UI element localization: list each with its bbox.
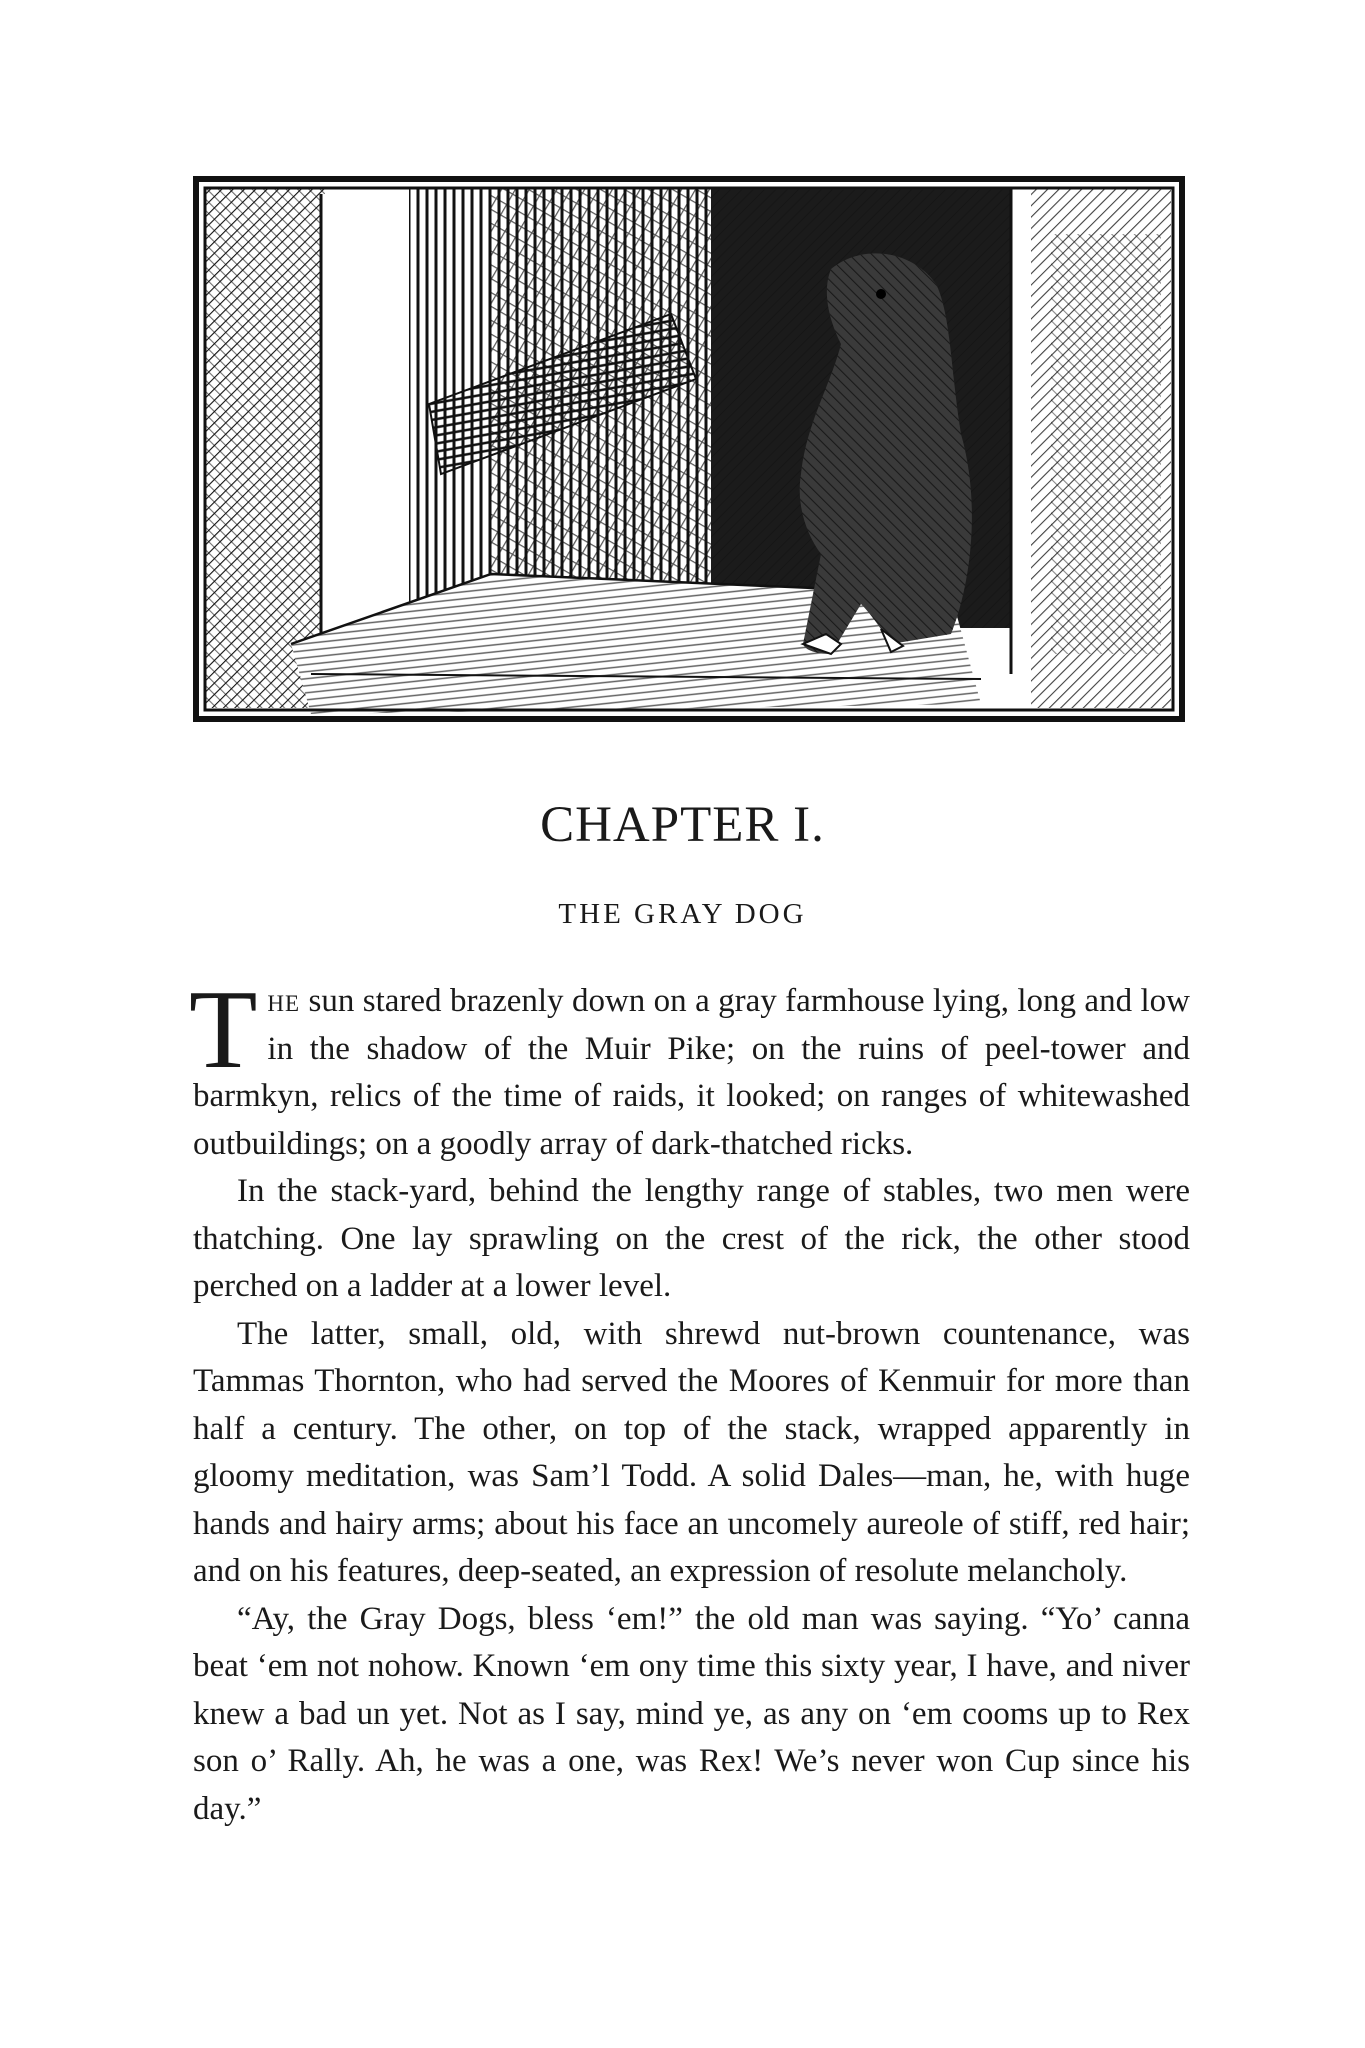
chapter-subtitle: THE GRAY DOG: [558, 898, 807, 930]
drop-cap: T: [189, 968, 258, 1092]
paragraph-1: [189, 968, 1190, 1168]
body-text: [189, 968, 1190, 1833]
paragraph-2: In the stack-yard, behind the lengthy range of stables, two men were thatching. One lay sprawling on the crest of the rick, the other stood perched on a ladder at a lower level.: [193, 1173, 1190, 1304]
paragraph-3: The latter, small, old, with shrewd nut-brown countenance, was Tammas Thornton, who had served the Moores of Kenmuir for more than half a century. The other, on top of the stack, wrapped apparently in gloomy meditation, was Sam’l Todd. A solid Dales—man, he, with huge hands and hairy arms; about his face an uncomely aureole of stiff, red hair; and on his features, deep-seated, an expression of resolute melancholy.: [193, 1315, 1190, 1589]
chapter-title: CHAPTER I.: [540, 797, 825, 853]
chapter-illustration: [191, 174, 1187, 724]
woodcut-dog-image: [191, 174, 1187, 724]
paragraph-4: “Ay, the Gray Dogs, bless ‘em!” the old man was saying. “Yo’ canna beat ‘em not nohow. Known ‘em ony time this sixty year, I have, and niver knew a bad un yet. Not as I say, mind ye, as any on ‘em cooms up to Rex son o’ Rally. Ah, he was a one, was Rex! We’s never won Cup since his day.”: [193, 1600, 1190, 1827]
opening-small-caps: he: [267, 983, 301, 1019]
paragraph-1-text: sun stared brazenly down on a gray farmhouse lying, long and low in the shadow of the Muir Pike; on the ruins of peel-tower and barmkyn, relics of the time of raids, it looked; on ranges of whitewashed outbuildings; on a goodly array of dark-thatched ricks.: [193, 983, 1190, 1162]
